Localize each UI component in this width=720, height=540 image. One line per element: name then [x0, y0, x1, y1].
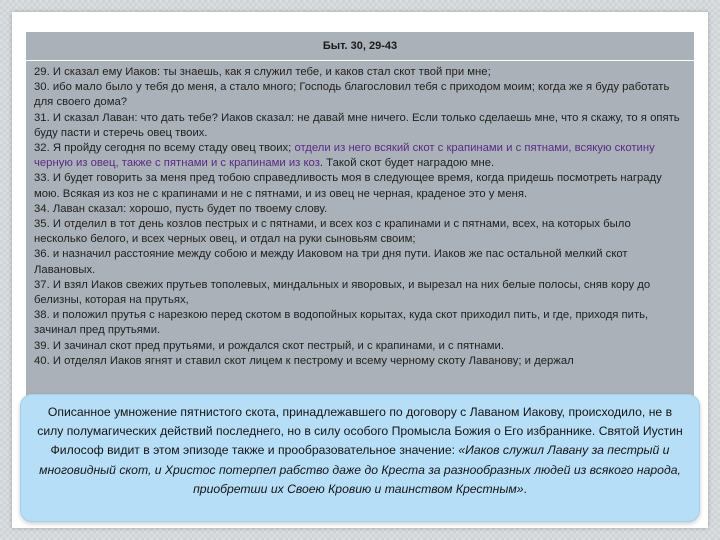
verse-text-tail: . Такой скот будет наградою мне. [319, 157, 495, 170]
commentary-end: . [523, 481, 527, 496]
verse-34 [34, 202, 686, 217]
verse-38 [34, 308, 686, 338]
verse-text: 30. ибо мало было у тебя до меня, а стало много; Господь благословил тебя с приходом моим; когда же я буду работать для своего дома? [34, 81, 670, 109]
verse-text: 39. И зачинал скот пред прутьями, и рождался скот пестрый, и с крапинами, и с пятнами. [34, 339, 504, 352]
verse-30 [34, 80, 686, 110]
verse-text: 40. И отделял Иаков ягнят и ставил скот лицем к пестрому и всему черному скоту Лаванову; и держал [34, 354, 574, 367]
verse-37 [34, 278, 686, 308]
verse-39 [34, 339, 686, 354]
verse-text: 37. И взял Иаков свежих прутьев тополевых, миндальных и яворовых, и вырезал на них белые полосы, сняв кору до белизны, которая на прутьях, [34, 278, 651, 307]
verse-40 [34, 354, 686, 369]
verse-29 [34, 65, 686, 80]
commentary-quote: «Иаков служил Лавану за пестрый и многовидный скот, и Христос потерпел рабство даже до Креста за разнообразных людей из всякого народа, приобретши их Своею Кровию и таинством Крестным» [39, 443, 681, 496]
commentary-callout [20, 394, 700, 522]
verse-text: 38. и положил прутья с нарезкою перед скотом в водопойных корытах, куда скот приходил пить, и где, приходя пить, зачинал пред прутьями. [34, 309, 649, 337]
page-title: Быт. 30, 29-43 [26, 32, 694, 60]
verse-text: 34. Лаван сказал: хорошо, пусть будет по твоему слову. [34, 202, 328, 215]
verse-35 [34, 217, 686, 247]
verse-32 [34, 141, 686, 171]
commentary-text: Описанное умножение пятнистого скота, принадлежавшего по договору с Лаваном Иакову, происходило, не в силу полумагических действий последнего, но в силу особого Промысла Божия о Его избраннике. Святой Иустин Философ видит в этом эпизоде также и прообразовательное значение: [37, 405, 683, 458]
verse-text: 31. И сказал Лаван: что дать тебе? Иаков сказал: не давай мне ничего. Если только сделаешь мне, что я скажу, то я опять буду пасти и стеречь овец твоих. [34, 111, 680, 139]
verse-33 [34, 171, 686, 201]
verse-text: 33. И будет говорить за меня пред тобою справедливость моя в следующее время, когда придешь посмотреть награду мою. Всякая из коз не с крапинами и не с пятнами, и из овец не черная, краденое это у меня. [34, 172, 662, 200]
verse-text: 36. и назначил расстояние между собою и между Иаковом на три дня пути. Иаков же пас остальной мелкий скот Лавановых. [34, 248, 628, 276]
verse-text: 32. Я пройду сегодня по всему стаду овец твоих; [34, 142, 295, 155]
verse-31 [34, 111, 686, 141]
verse-36 [34, 247, 686, 277]
verse-text: 35. И отделил в тот день козлов пестрых и с пятнами, и всех коз с крапинами и с пятнами, всех, на которых было несколько белого, и всех черных овец, и отдал на руки сыновьям своим; [34, 218, 631, 246]
scripture-text-block [26, 61, 694, 406]
verse-highlight: отдели из него всякий скот с крапинами и с пятнами, всякую скотину черную из овец, также с пятнами и с крапинами из коз [34, 142, 655, 170]
verse-text: 29. И сказал ему Иаков: ты знаешь, как я служил тебе, и каков стал скот твой при мне; [34, 66, 491, 78]
